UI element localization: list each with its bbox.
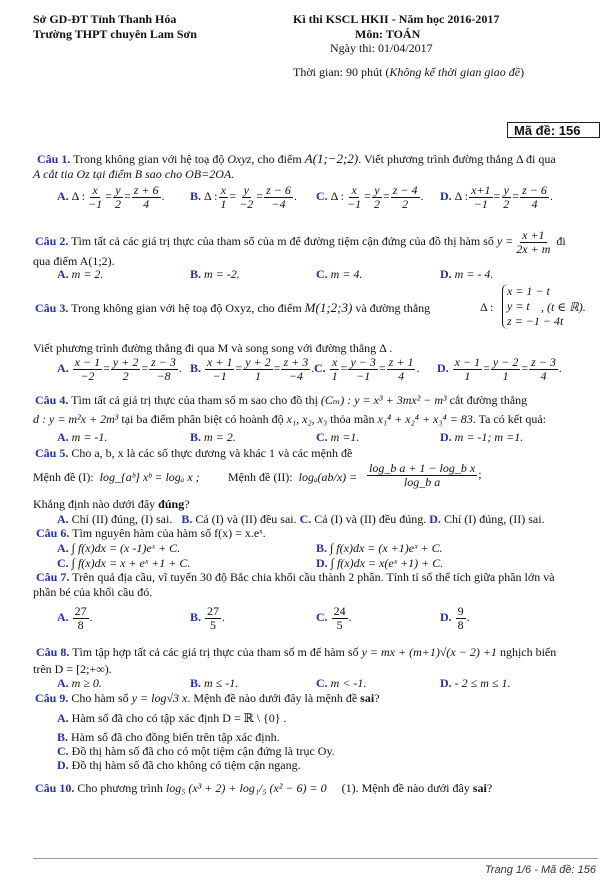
denominator: 4 (398, 368, 405, 383)
answer-prefix: Δ : (330, 188, 345, 203)
question-text: Cho phương trình (74, 781, 166, 795)
numerator: z + 1 (388, 355, 414, 369)
answer-text: Hàm số đã cho có tập xác định D = ℝ \ {0} . (68, 711, 287, 725)
numerator: x+1 (471, 183, 491, 197)
numerator: z + 6 (133, 183, 159, 197)
answer-label: A. (57, 609, 69, 624)
numerator: z − 6 (266, 183, 291, 197)
answer-text: ∫ f(x)dx = (x -1)eˣ + C. (68, 541, 181, 555)
subject: Môn: TOÁN (355, 27, 421, 41)
question-1-answers (57, 184, 597, 214)
denominator: 4 (143, 196, 150, 211)
proposition-1 (33, 470, 200, 485)
math-inline: d : y = m²x + 2m³ (33, 412, 119, 426)
question-1 (37, 151, 556, 167)
fraction (205, 605, 221, 631)
answer-label: B. (190, 609, 202, 624)
fraction (132, 184, 161, 210)
denominator: −1 (88, 196, 103, 211)
equation-number: (1) (341, 781, 356, 795)
math-inline: A(1;−2;2) (304, 151, 359, 166)
answer-end: . (416, 360, 420, 375)
answer-option[interactable]: A. $\frac{x - 1}{-2}$ = $\frac{y + 2}{2}$ = $\frac{z - 3}{-8}$ . (57, 355, 182, 383)
math-inline: x₁⁴ + x₂⁴ + x₃⁴ = 83 (377, 412, 473, 426)
question-text: Tìm tất cả giá trị thực của tham số m sao cho đồ thị (68, 393, 321, 407)
answer-option[interactable]: C. Δ : $\frac{x}{-1}$ = $\frac{y}{2}$ = $\frac{z - 4}{2}$ . (316, 183, 424, 211)
question-text: Cho hàm số (68, 691, 132, 705)
math-inline: log₅ (x³ + 2) + log₁/₅ (x² − 6) = 0 (165, 781, 327, 795)
fraction (367, 462, 477, 488)
footer-divider (33, 858, 598, 859)
proposition-label: Mệnh đề (II): (228, 470, 293, 484)
answer-option[interactable]: D. Δ : $\frac{x+1}{-1}$ = $\frac{y}{2}$ = $\frac{z - 6}{4}$ . (440, 183, 553, 211)
answer-label: C. (316, 267, 328, 281)
numerator: z − 3 (531, 355, 556, 369)
denominator: log_b a (403, 474, 441, 489)
numerator: 27 (74, 604, 87, 618)
answer-label: B. (190, 360, 202, 375)
question-4-line2 (33, 412, 546, 427)
answer-text: m = -2. (201, 267, 240, 281)
answer-option[interactable] (316, 430, 359, 445)
fraction (73, 356, 102, 382)
answer-text: Chỉ (I) đúng, (II) sai. (440, 512, 545, 526)
answer-text: m = -1. (68, 430, 108, 444)
answer-label: C. (57, 556, 69, 570)
fraction (391, 184, 420, 210)
fraction (469, 184, 492, 210)
question-text: . Ta có kết quả: (472, 412, 547, 426)
proposition-2-fraction (366, 462, 482, 488)
question-label: Câu 6. (36, 526, 70, 540)
fraction (281, 356, 310, 382)
answer-end: . (293, 188, 297, 203)
answer-option[interactable]: C. $\frac{x}{1}$ = $\frac{y - 3}{-1}$ = $\frac{z + 1}{4}$ . (314, 355, 420, 383)
denominator: 2 (402, 196, 409, 211)
question-3 (35, 300, 430, 316)
math-inline: logₐ(ab/x) = (298, 470, 358, 484)
answer-option[interactable]: B. Δ : $\frac{x}{1}$ = $\frac{y}{-2}$ = $\frac{z - 6}{-4}$ . (190, 183, 297, 211)
answer-label: A. (57, 711, 69, 725)
answer-label: C. (316, 188, 328, 203)
question-text: Tìm tất cả các giá trị thực của tham số của m để đường tiệm cận đứng của đồ thị hàm số (68, 233, 497, 248)
denominator: −1 (212, 368, 227, 383)
duration-note: Không kể thời gian giao đề (389, 65, 521, 79)
numerator: y − 2 (492, 355, 519, 369)
answer-label: A. (57, 188, 69, 203)
school-name: Trường THPT chuyên Lam Sơn (33, 27, 197, 41)
question-text: Khẳng định nào dưới đây (33, 497, 159, 511)
answer-label: D. (440, 676, 452, 690)
answer-text: m =1. (327, 430, 360, 444)
denominator: −1 (473, 196, 488, 211)
question-label: Câu 10. (35, 781, 75, 795)
denominator: 1 (464, 368, 471, 383)
question-text: nghịch biến (496, 645, 557, 659)
answer-text: m < -1. (327, 676, 367, 690)
numerator: z − 6 (522, 183, 547, 197)
answer-label: C. (314, 360, 326, 375)
answer-option[interactable] (57, 605, 93, 631)
denominator: −4 (288, 368, 303, 383)
fraction (348, 356, 377, 382)
fraction (387, 356, 416, 382)
question-4 (35, 393, 527, 408)
question-label: Câu 3. (35, 301, 69, 315)
fraction (529, 356, 558, 382)
answer-option[interactable]: A. Δ : $\frac{x}{-1}$ = $\frac{y}{2}$ = $\frac{z + 6}{4}$ . (57, 183, 165, 211)
question-label: Câu 7. (36, 570, 70, 584)
answer-label: C. (316, 676, 328, 690)
fraction (243, 356, 272, 382)
question-text: , cho điểm (251, 152, 305, 166)
fraction (501, 184, 511, 210)
question-2 (35, 229, 566, 255)
numerator: y (243, 183, 249, 197)
question-3-line2: Viết phương trình đường thẳng đi qua M và song song với đường thẳng Δ . (33, 341, 393, 355)
fraction (332, 605, 348, 631)
duration-close: ) (520, 65, 525, 79)
page-footer: Trang 1/6 - Mã đề: 156 (484, 864, 596, 876)
exam-title: Kì thi KSCL HKII - Năm học 2016-2017 (293, 12, 500, 26)
question-label: Câu 4. (35, 393, 69, 407)
answer-option[interactable] (316, 267, 362, 282)
answer-text: m = 2. (68, 267, 104, 281)
numerator: y − 3 (350, 355, 376, 369)
answer-text: Đồ thị hàm số đã cho có một tiệm cận đứng là trục Oy. (68, 744, 335, 758)
answer-label: C. (316, 430, 328, 444)
exam-code-box: Mã đề: 156 (507, 122, 600, 138)
question-text: Tìm tập hợp tất cả các giá trị thực của tham số m để hàm số (69, 645, 362, 659)
answer-option[interactable] (316, 676, 366, 691)
math-inline: log_{aᵇ} xᵇ = logₐ x ; (99, 470, 200, 484)
question-text: và đường thẳng (352, 301, 431, 315)
denominator: 1 (220, 196, 227, 211)
question-6 (36, 526, 266, 541)
answer-text: m = 2. (201, 430, 236, 444)
answer-label: C. (316, 609, 328, 624)
fraction (453, 356, 482, 382)
answer-option[interactable] (316, 541, 443, 556)
denominator: 1 (331, 368, 338, 383)
question-1-line2: A cắt tia Oz tại điểm B sao cho OB=2OA. (33, 167, 235, 181)
answer-text: Cả (I) và (II) đều sai. (192, 512, 297, 526)
numerator: y (503, 183, 509, 197)
denominator: 2 (114, 196, 121, 211)
answer-label: A. (57, 360, 69, 375)
fraction (491, 356, 520, 382)
question-text: Trong không gian với hệ toạ độ Oxyz, cho điểm (68, 301, 305, 315)
question-label: Câu 5. (35, 446, 69, 460)
numerator: x (220, 183, 227, 197)
denominator: −2 (239, 196, 254, 211)
question-text: cắt đường thẳng (446, 393, 528, 407)
question-text: ? (374, 691, 380, 705)
answer-text: m = -1; m =1. (451, 430, 524, 444)
answer-end: . (222, 609, 226, 624)
numerator: 9 (457, 604, 464, 618)
answer-text: m = 4. (327, 267, 363, 281)
math-inline: y = mx + (m+1)√(x − 2) +1 (361, 645, 497, 659)
denominator: 8 (77, 617, 84, 632)
answer-prefix: Δ : (204, 188, 218, 203)
question-label: Câu 1. (37, 152, 71, 166)
denominator: −4 (271, 196, 286, 211)
answer-label: A. (57, 676, 69, 690)
question-text: . Viết phương trình đường thẳng Δ đi qua (358, 152, 556, 166)
question-emphasis: đúng (158, 497, 185, 511)
answer-option[interactable] (57, 676, 102, 691)
question-text: Cho a, b, x là các số thực dương và khác 1 và các mệnh đề (68, 446, 353, 460)
proposition-label: Mệnh đề (I): (33, 470, 94, 484)
answer-end: . (311, 360, 315, 375)
numerator: 24 (333, 604, 346, 618)
equation-x: x = 1 − t (507, 284, 550, 298)
fraction (456, 605, 466, 631)
answer-label: B. (181, 512, 193, 526)
answer-option[interactable] (190, 676, 238, 691)
numerator: x (92, 183, 98, 197)
answer-label: A. (57, 541, 69, 555)
question-text: . Mệnh đề nào dưới đây là mệnh đề (187, 691, 361, 705)
answer-text: ∫ f(x)dx = (x +1)eˣ + C. (327, 541, 443, 555)
answer-option[interactable] (440, 430, 523, 445)
answer-label: B. (190, 430, 202, 444)
answer-option[interactable] (440, 605, 470, 631)
question-label: Câu 8. (36, 645, 70, 659)
answer-option[interactable] (181, 512, 296, 526)
answer-text: m ≤ -1. (201, 676, 239, 690)
answer-option[interactable] (57, 267, 103, 282)
delta-label: Δ : (480, 300, 494, 314)
answer-option[interactable] (57, 744, 335, 759)
denominator: 5 (210, 617, 217, 632)
answer-option[interactable] (316, 556, 443, 571)
question-5-answers (57, 512, 545, 527)
answer-label: D. (437, 360, 449, 375)
fraction (149, 356, 178, 382)
math-inline: y = (496, 233, 514, 248)
question-text: đi (553, 233, 566, 248)
proposition-end: ; (478, 466, 482, 481)
math-inline: (Cₘ) : y = x³ + 3mx² − m³ (320, 393, 447, 407)
question-label: Câu 2. (35, 233, 69, 248)
exam-date: Ngày thi: 01/04/2017 (330, 41, 433, 55)
answer-prefix: Δ : (454, 188, 469, 203)
numerator: y (115, 183, 121, 197)
answer-text: Chỉ (II) đúng, (I) sai. (68, 512, 173, 526)
question-8-line2: trên D = [2;+∞). (33, 662, 112, 676)
fraction (218, 184, 228, 210)
numerator: y (374, 183, 380, 197)
question-emphasis: sai (360, 691, 375, 705)
question-text: Trong không gian với hệ toạ độ (70, 152, 228, 166)
question-9 (35, 691, 380, 706)
numerator: x (351, 183, 357, 197)
answer-label: B. (190, 188, 202, 203)
answer-text: Cả (I) và (II) đều đúng. (311, 512, 427, 526)
fraction (345, 184, 363, 210)
answer-option[interactable]: B. $\frac{x + 1}{-1}$ = $\frac{y + 2}{1}$ = $\frac{z + 3}{-4}$ . (190, 355, 315, 383)
denominator: 5 (336, 617, 343, 632)
answer-label: B. (316, 541, 328, 555)
fraction (113, 184, 123, 210)
answer-text: m ≥ 0. (68, 676, 102, 690)
question-3-answers (57, 356, 597, 386)
proposition-2 (228, 470, 357, 485)
numerator: y + 2 (112, 355, 139, 369)
exam-duration (293, 65, 524, 80)
fraction (514, 229, 552, 255)
answer-prefix: Δ : (71, 188, 86, 203)
answer-label: A. (57, 267, 69, 281)
answer-label: D. (429, 512, 441, 526)
question-5-ask (33, 497, 190, 512)
answer-end: . (161, 188, 165, 203)
fraction (86, 184, 104, 210)
answer-option[interactable] (190, 267, 240, 282)
answer-option[interactable] (300, 512, 427, 526)
denominator: 2 (503, 196, 510, 211)
question-text: . Mệnh đề nào dưới đây (355, 781, 473, 795)
denominator: 2 (122, 368, 129, 383)
question-2-line2: qua điểm A(1;2). (33, 254, 115, 268)
answer-label: B. (190, 676, 202, 690)
answer-label: D. (316, 556, 328, 570)
answer-text: ∫ f(x)dx = x + eˣ +1 + C. (68, 556, 191, 570)
numerator: z − 3 (151, 355, 176, 369)
equation-y: y = t (507, 299, 530, 313)
answer-option[interactable] (57, 758, 301, 773)
answer-text: ∫ f(x)dx = x(eˣ +1) + C. (327, 556, 444, 570)
answer-option[interactable] (57, 430, 107, 445)
fraction (372, 184, 382, 210)
denominator: −1 (347, 196, 362, 211)
fraction (205, 356, 234, 382)
answer-option[interactable] (429, 512, 544, 526)
question-text: thỏa mãn (327, 412, 378, 426)
answer-option[interactable] (57, 512, 172, 526)
fraction (111, 356, 140, 382)
answer-end: . (348, 609, 352, 624)
question-text: Trên quả địa cầu, vĩ tuyến 30 độ Bắc chia khối cầu thành 2 phần. Tính tỉ số thể tích giữa phần lớn và (69, 570, 555, 584)
answer-end: . (466, 609, 470, 624)
answer-option[interactable] (440, 676, 511, 691)
answer-end: . (558, 360, 562, 375)
denominator: 2 (373, 196, 380, 211)
denominator: −1 (356, 368, 371, 383)
question-text: tại ba điểm phân biệt có hoành độ (118, 412, 287, 426)
denominator: 4 (531, 196, 538, 211)
answer-text: Đồ thị hàm số đã cho không có tiệm cận ngang. (68, 758, 301, 772)
fraction (73, 605, 89, 631)
numerator: x − 1 (454, 355, 481, 369)
answer-label: B. (190, 267, 202, 281)
question-7-line2: phần bé của khối cầu đó. (33, 585, 153, 599)
answer-label: D. (440, 267, 452, 281)
answer-label: A. (57, 430, 69, 444)
equation-z: z = −1 − 4t (507, 314, 564, 328)
answer-option[interactable] (440, 267, 493, 282)
answer-label: D. (440, 430, 452, 444)
numerator: 27 (207, 604, 220, 618)
question-text: Tìm nguyên hàm của hàm số f(x) = x.eˣ. (69, 526, 266, 540)
answer-end: . (89, 609, 93, 624)
answer-label: C. (299, 512, 312, 526)
answer-label: D. (440, 188, 452, 203)
question-8 (36, 645, 556, 660)
answer-text: Hàm số đã cho đồng biến trên tập xác định. (68, 730, 280, 744)
answer-end: . (178, 360, 182, 375)
answer-option[interactable] (316, 605, 352, 631)
numerator: log_b a + 1 − log_b x (369, 461, 476, 475)
answer-end: . (420, 188, 424, 203)
math-inline: x₁, x₂, x₃ (286, 412, 328, 426)
denominator: 4 (540, 368, 547, 383)
question-text: ? (184, 497, 190, 511)
question-emphasis: sai (472, 781, 487, 795)
denominator: 1 (502, 368, 509, 383)
answer-option[interactable] (57, 711, 287, 726)
fraction (520, 184, 549, 210)
denominator: 2x + m (516, 241, 551, 256)
answer-option[interactable]: D. $\frac{x - 1}{1}$ = $\frac{y - 2}{1}$ = $\frac{z - 3}{4}$ . (437, 355, 562, 383)
answer-label: C. (57, 744, 69, 758)
duration-text: Thời gian: 90 phút ( (293, 65, 390, 79)
answer-option[interactable] (57, 541, 180, 556)
question-text: ? (486, 781, 493, 795)
math-inline: Oxyz (227, 152, 252, 166)
parameter-domain: , (t ∈ ℝ). (541, 300, 586, 314)
denominator: −8 (156, 368, 171, 383)
denominator: 1 (254, 368, 261, 383)
fraction (330, 356, 340, 382)
question-5 (35, 446, 352, 461)
answer-option[interactable] (190, 430, 236, 445)
numerator: x − 1 (74, 355, 101, 369)
answer-option[interactable] (190, 605, 225, 631)
numerator: x +1 (522, 228, 545, 242)
numerator: z + 3 (283, 355, 309, 369)
answer-end: . (549, 188, 553, 203)
question-10 (35, 781, 492, 796)
denominator: −2 (80, 368, 95, 383)
answer-label: A. (57, 512, 69, 526)
numerator: z − 4 (392, 183, 418, 197)
answer-text: m = - 4. (451, 267, 494, 281)
answer-label: D. (57, 758, 69, 772)
fraction (237, 184, 255, 210)
math-inline: M(1;2;3) (304, 300, 353, 315)
question-label: Câu 9. (35, 691, 69, 705)
department-name: Sở GD-ĐT Tỉnh Thanh Hóa (33, 12, 177, 26)
numerator: x + 1 (207, 355, 233, 369)
answer-option[interactable] (57, 730, 280, 745)
answer-label: B. (57, 730, 69, 744)
math-inline: y = log√3 x (131, 691, 188, 705)
answer-option[interactable] (57, 556, 190, 571)
denominator: 8 (457, 617, 464, 632)
numerator: y + 2 (245, 355, 271, 369)
question-7 (36, 570, 555, 585)
answer-label: D. (440, 609, 452, 624)
answer-text: - 2 ≤ m ≤ 1. (451, 676, 511, 690)
fraction (264, 184, 293, 210)
numerator: x (332, 355, 338, 369)
